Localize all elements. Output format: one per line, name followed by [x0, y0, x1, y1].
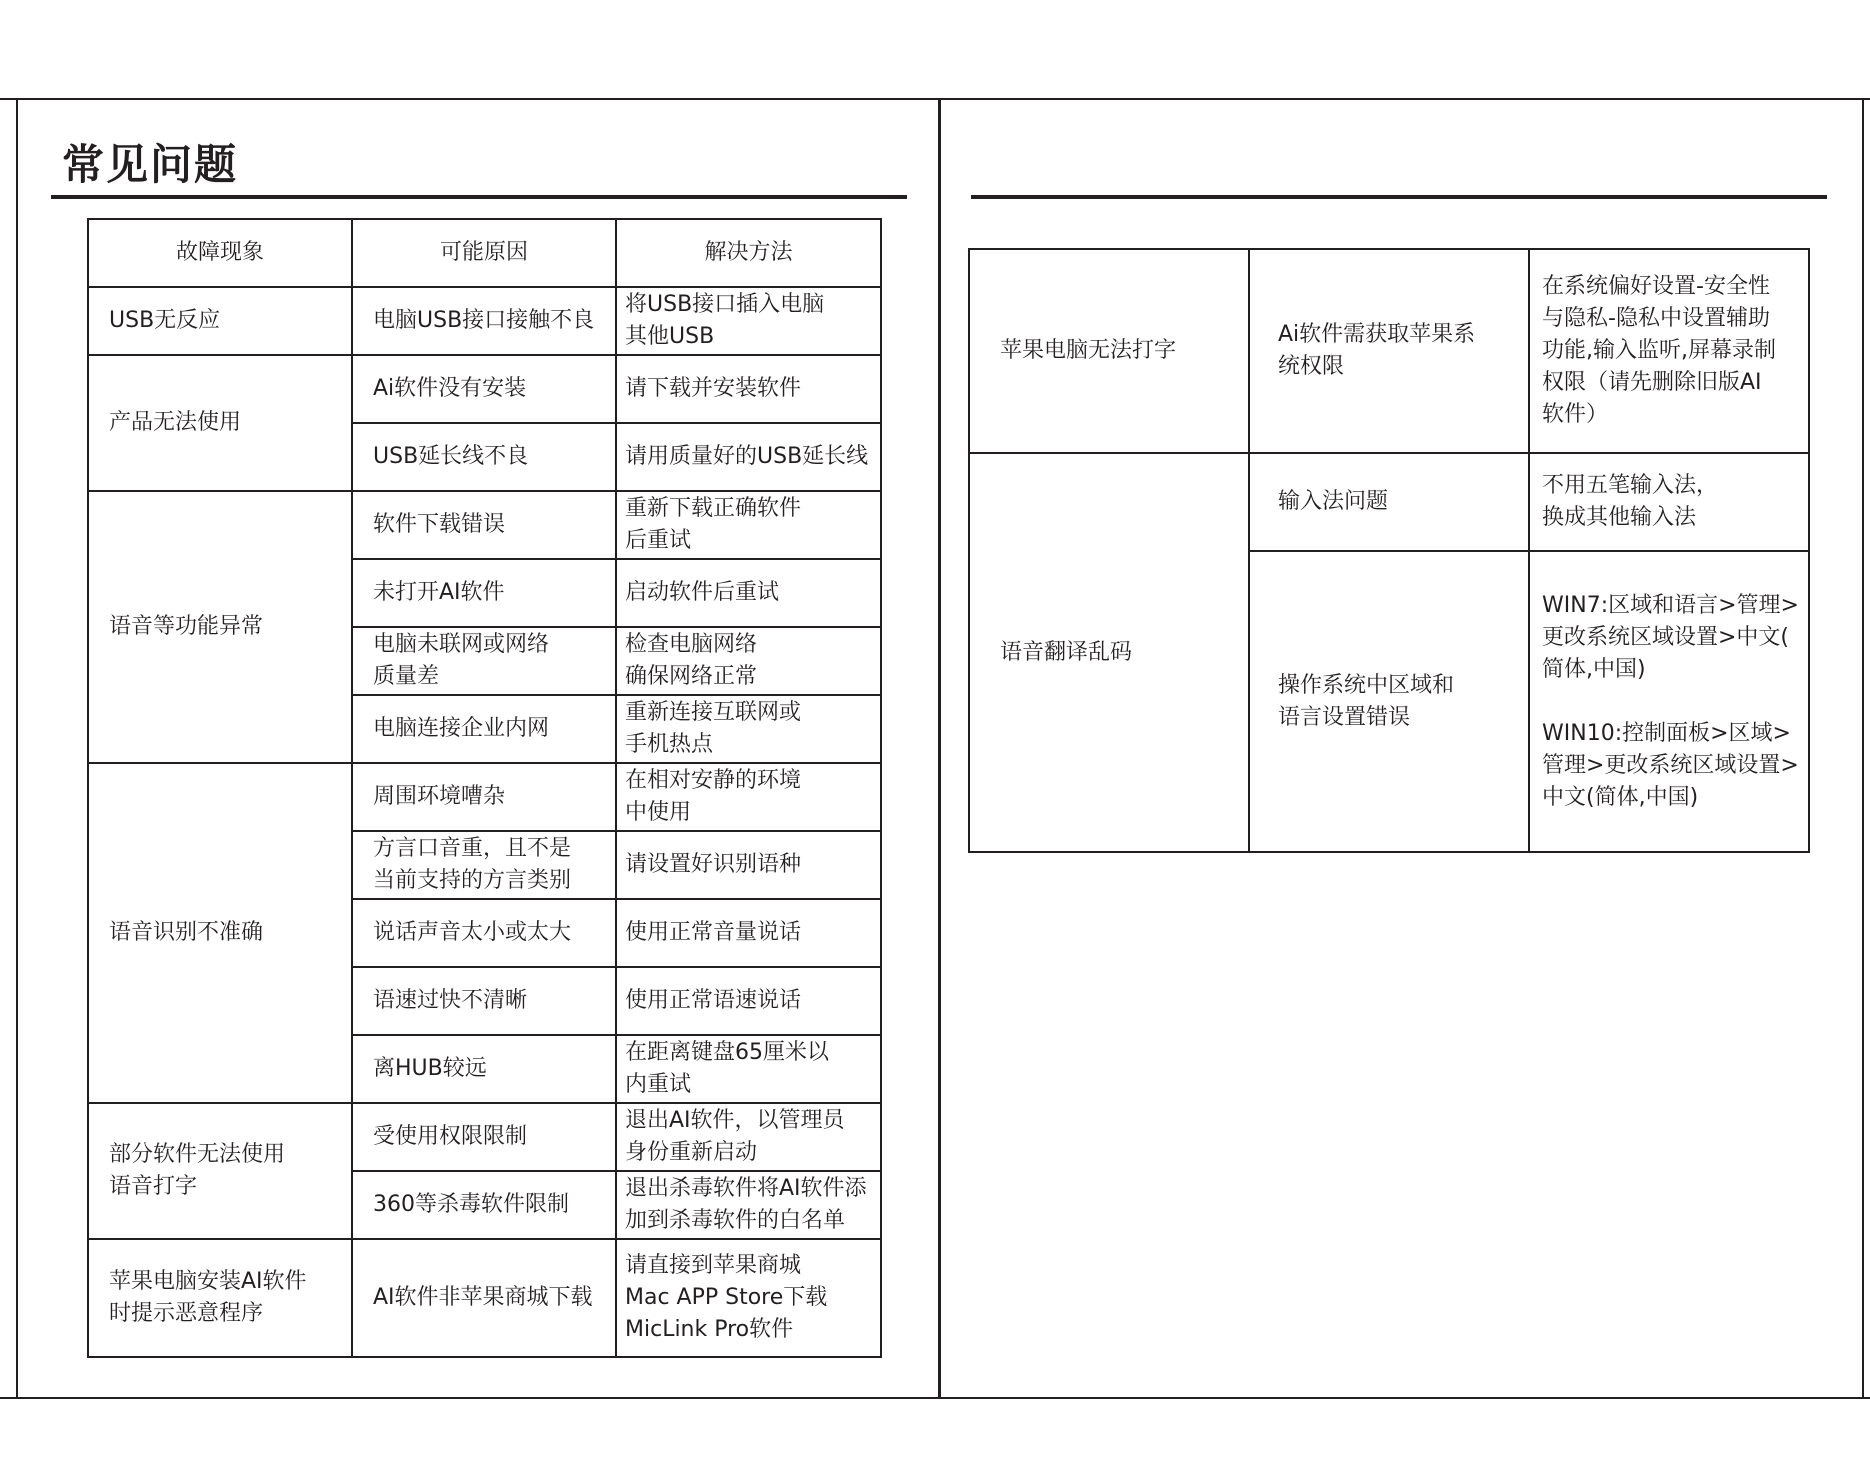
solution-cell: 不用五笔输入法， 换成其他输入法	[1529, 453, 1809, 551]
table-header-row	[88, 219, 881, 287]
cause-cell: 操作系统中区域和 语言设置错误	[1249, 551, 1529, 852]
page-top-border	[0, 98, 1870, 100]
column-header: 解决方法	[616, 219, 881, 287]
faq-table-left	[87, 218, 882, 1358]
cause-cell: 离HUB较远	[352, 1035, 616, 1103]
table-row	[88, 1239, 881, 1357]
solution-cell: 将USB接口插入电脑 其他USB	[616, 287, 881, 355]
table-row	[88, 763, 881, 831]
symptom-cell: 苹果电脑安装AI软件 时提示恶意程序	[88, 1239, 352, 1357]
table-row	[88, 1103, 881, 1171]
right-page-edge	[1862, 98, 1864, 1399]
page-title: 常见问题	[62, 140, 239, 189]
cause-cell: 输入法问题	[1249, 453, 1529, 551]
table-row	[88, 355, 881, 423]
solution-cell: 请用质量好的USB延长线	[616, 423, 881, 491]
solution-cell: WIN7:区域和语言>管理> 更改系统区域设置>中文( 简体,中国) WIN10:控制面板>区域> 管理>更改系统区域设置> 中文(简体,中国)	[1529, 551, 1809, 852]
page-bottom-border	[0, 1397, 1870, 1399]
symptom-cell: 语音翻译乱码	[969, 453, 1249, 852]
solution-cell: 使用正常语速说话	[616, 967, 881, 1035]
solution-cell: 在系统偏好设置-安全性 与隐私-隐私中设置辅助 功能,输入监听,屏幕录制 权限（请先删除旧版AI 软件）	[1529, 249, 1809, 453]
solution-cell: 退出AI软件，以管理员 身份重新启动	[616, 1103, 881, 1171]
cause-cell: 电脑连接企业内网	[352, 695, 616, 763]
symptom-cell: USB无反应	[88, 287, 352, 355]
cause-cell: Ai软件需获取苹果系 统权限	[1249, 249, 1529, 453]
cause-cell: 周围环境嘈杂	[352, 763, 616, 831]
solution-cell: 重新下载正确软件 后重试	[616, 491, 881, 559]
table-row	[88, 287, 881, 355]
cause-cell: 语速过快不清晰	[352, 967, 616, 1035]
symptom-cell: 产品无法使用	[88, 355, 352, 491]
solution-cell: 使用正常音量说话	[616, 899, 881, 967]
table-row	[969, 249, 1809, 453]
right-page-underline	[971, 195, 1827, 199]
left-page-edge	[16, 98, 18, 1399]
cause-cell: 软件下载错误	[352, 491, 616, 559]
page-fold-divider	[938, 98, 941, 1399]
solution-cell: 在距离键盘65厘米以 内重试	[616, 1035, 881, 1103]
cause-cell: 说话声音太小或太大	[352, 899, 616, 967]
symptom-cell: 语音等功能异常	[88, 491, 352, 763]
solution-cell: 启动软件后重试	[616, 559, 881, 627]
solution-cell: 退出杀毒软件将AI软件添 加到杀毒软件的白名单	[616, 1171, 881, 1239]
table-row	[969, 453, 1809, 551]
solution-cell: 重新连接互联网或 手机热点	[616, 695, 881, 763]
solution-cell: 检查电脑网络 确保网络正常	[616, 627, 881, 695]
solution-cell: 在相对安静的环境 中使用	[616, 763, 881, 831]
table-row	[88, 491, 881, 559]
symptom-cell: 语音识别不准确	[88, 763, 352, 1103]
cause-cell: 电脑未联网或网络 质量差	[352, 627, 616, 695]
title-underline	[51, 195, 907, 199]
solution-cell: 请下载并安装软件	[616, 355, 881, 423]
cause-cell: AI软件非苹果商城下载	[352, 1239, 616, 1357]
cause-cell: 360等杀毒软件限制	[352, 1171, 616, 1239]
cause-cell: Ai软件没有安装	[352, 355, 616, 423]
cause-cell: USB延长线不良	[352, 423, 616, 491]
symptom-cell: 部分软件无法使用 语音打字	[88, 1103, 352, 1239]
faq-table-right	[968, 248, 1810, 853]
column-header: 故障现象	[88, 219, 352, 287]
cause-cell: 方言口音重，且不是 当前支持的方言类别	[352, 831, 616, 899]
solution-cell: 请设置好识别语种	[616, 831, 881, 899]
column-header: 可能原因	[352, 219, 616, 287]
cause-cell: 未打开AI软件	[352, 559, 616, 627]
cause-cell: 受使用权限限制	[352, 1103, 616, 1171]
solution-cell: 请直接到苹果商城 Mac APP Store下载 MicLink Pro软件	[616, 1239, 881, 1357]
symptom-cell: 苹果电脑无法打字	[969, 249, 1249, 453]
cause-cell: 电脑USB接口接触不良	[352, 287, 616, 355]
